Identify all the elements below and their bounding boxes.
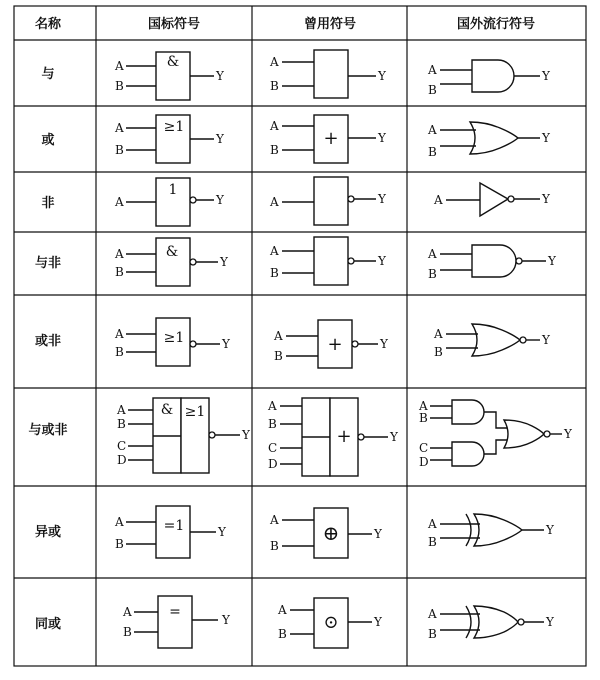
intl-aoi-gate xyxy=(418,399,573,469)
intl-xnor-output: Y xyxy=(546,615,554,629)
gb-aoi-output: Y xyxy=(242,428,250,442)
gb-nand-input-a: A xyxy=(115,247,124,261)
intl-not-output: Y xyxy=(542,192,550,206)
old-nor-output: Y xyxy=(380,337,388,351)
header-old: 曾用符号 xyxy=(303,17,357,32)
gb-nor-gate xyxy=(114,318,231,366)
intl-nand-input-b: B xyxy=(428,267,437,281)
gb-and-input-a: A xyxy=(115,59,124,73)
old-aoi-output: Y xyxy=(390,430,398,444)
gb-xor-symbol: =1 xyxy=(163,518,185,534)
gb-nand-output: Y xyxy=(220,255,228,269)
row-name-nor: 或非 xyxy=(34,334,62,349)
intl-aoi-input-d: D xyxy=(419,455,429,469)
old-and-output: Y xyxy=(378,69,386,83)
old-nand-gate xyxy=(269,237,387,285)
old-aoi-input-c: C xyxy=(268,441,278,455)
gb-aoi-and-symbol: & xyxy=(160,402,174,418)
gb-or-input-a: A xyxy=(115,121,124,135)
gb-not-output: Y xyxy=(216,193,224,207)
gb-xnor-gate xyxy=(122,596,231,648)
intl-xor-input-b: B xyxy=(428,535,437,549)
old-not-gate xyxy=(269,177,387,225)
gb-not-gate xyxy=(114,178,225,226)
intl-xor-output: Y xyxy=(546,523,554,537)
old-not-input-a: A xyxy=(270,195,279,209)
gb-nand-symbol: & xyxy=(165,244,179,260)
gb-or-gate xyxy=(114,115,225,163)
gb-xor-input-b: B xyxy=(115,537,124,551)
row-name-and: 与 xyxy=(41,67,55,82)
row-name-nand: 与非 xyxy=(34,256,62,271)
old-aoi-input-b: B xyxy=(268,417,277,431)
old-aoi-input-a: A xyxy=(268,399,277,413)
gb-or-output: Y xyxy=(216,132,224,146)
row-name-not: 非 xyxy=(41,196,55,211)
gb-nor-output: Y xyxy=(222,337,230,351)
row-name-or: 或 xyxy=(41,133,55,148)
old-aoi-input-d: D xyxy=(268,457,278,471)
old-or-symbol: + xyxy=(323,128,339,149)
intl-not-gate xyxy=(433,183,551,216)
intl-xor-input-a: A xyxy=(428,517,437,531)
old-nand-input-a: A xyxy=(270,244,279,258)
old-not-output: Y xyxy=(378,192,386,206)
intl-or-output: Y xyxy=(542,131,550,145)
intl-nor-output: Y xyxy=(542,333,550,347)
old-xnor-symbol: ⊙ xyxy=(323,612,339,633)
intl-xor-gate xyxy=(427,514,555,549)
intl-nand-output: Y xyxy=(548,254,556,268)
gb-nand-gate xyxy=(114,238,229,286)
old-xnor-input-a: A xyxy=(278,603,287,617)
intl-not-input-a: A xyxy=(434,193,443,207)
intl-xnor-input-a: A xyxy=(428,607,437,621)
intl-or-input-b: B xyxy=(428,145,437,159)
old-or-input-b: B xyxy=(270,143,279,157)
gb-not-input-a: A xyxy=(115,195,124,209)
gb-aoi-or-symbol: ≥1 xyxy=(184,404,206,420)
old-nor-symbol: + xyxy=(327,334,343,355)
intl-nor-input-a: A xyxy=(434,327,443,341)
gb-xnor-output: Y xyxy=(222,613,230,627)
gb-aoi-input-d: D xyxy=(117,453,127,467)
gb-and-gate xyxy=(114,52,225,100)
intl-nand-input-a: A xyxy=(428,247,437,261)
old-aoi-gate xyxy=(267,398,399,476)
gb-or-symbol: ≥1 xyxy=(163,119,185,135)
gb-and-symbol: & xyxy=(166,54,180,70)
old-aoi-symbol: + xyxy=(336,426,352,447)
intl-or-gate xyxy=(427,122,551,159)
gb-xnor-input-a: A xyxy=(123,605,132,619)
intl-aoi-input-a: A xyxy=(419,399,428,413)
old-xor-gate xyxy=(269,508,383,558)
intl-aoi-input-c: C xyxy=(419,441,429,455)
intl-and-output: Y xyxy=(542,69,550,83)
gb-or-input-b: B xyxy=(115,143,124,157)
gb-xnor-symbol: = xyxy=(169,604,181,620)
intl-and-gate xyxy=(427,60,551,97)
intl-nor-input-b: B xyxy=(434,345,443,359)
intl-xnor-gate xyxy=(427,606,555,641)
gb-xor-output: Y xyxy=(218,525,226,539)
gb-and-output: Y xyxy=(216,69,224,83)
old-and-input-b: B xyxy=(270,79,279,93)
row-name-aoi: 与或非 xyxy=(28,423,68,438)
gb-xor-gate xyxy=(114,506,227,558)
intl-aoi-output: Y xyxy=(564,427,572,441)
old-xor-input-b: B xyxy=(270,539,279,553)
gb-nor-input-a: A xyxy=(115,327,124,341)
old-nor-input-a: A xyxy=(274,329,283,343)
gb-aoi-input-c: C xyxy=(117,439,127,453)
header-name: 名称 xyxy=(34,17,62,32)
gb-nor-input-b: B xyxy=(115,345,124,359)
old-or-input-a: A xyxy=(270,119,279,133)
old-xor-input-a: A xyxy=(270,513,279,527)
old-nand-input-b: B xyxy=(270,266,279,280)
intl-xnor-input-b: B xyxy=(428,627,437,641)
old-nor-input-b: B xyxy=(274,349,283,363)
old-xnor-input-b: B xyxy=(278,627,287,641)
row-name-xnor: 同或 xyxy=(34,617,62,632)
old-xor-symbol: ⊕ xyxy=(322,521,340,545)
old-or-output: Y xyxy=(378,131,386,145)
intl-nand-gate xyxy=(427,245,557,281)
old-xnor-gate xyxy=(277,598,383,648)
gb-and-input-b: B xyxy=(115,79,124,93)
gb-aoi-gate xyxy=(116,398,251,473)
row-name-xor: 异或 xyxy=(34,525,62,540)
old-and-gate xyxy=(269,50,387,98)
intl-and-input-b: B xyxy=(428,83,437,97)
gb-xor-input-a: A xyxy=(115,515,124,529)
intl-and-input-a: A xyxy=(428,63,437,77)
old-xnor-output: Y xyxy=(374,615,382,629)
gb-xnor-input-b: B xyxy=(123,625,132,639)
header-intl: 国外流行符号 xyxy=(456,17,536,32)
old-nand-output: Y xyxy=(378,254,386,268)
intl-or-input-a: A xyxy=(428,123,437,137)
gb-aoi-input-a: A xyxy=(117,403,126,417)
gb-not-symbol: 1 xyxy=(168,182,178,198)
gb-nor-symbol: ≥1 xyxy=(163,330,185,346)
old-and-input-a: A xyxy=(270,55,279,69)
table-header xyxy=(35,16,535,32)
old-xor-output: Y xyxy=(374,527,382,541)
old-nor-gate xyxy=(273,320,389,368)
intl-aoi-input-b: B xyxy=(419,411,428,425)
row-names xyxy=(28,66,67,632)
gb-aoi-input-b: B xyxy=(117,417,126,431)
gb-nand-input-b: B xyxy=(115,265,124,279)
header-gb: 国标符号 xyxy=(147,17,201,32)
old-or-gate xyxy=(269,115,387,163)
intl-nor-gate xyxy=(433,324,551,359)
